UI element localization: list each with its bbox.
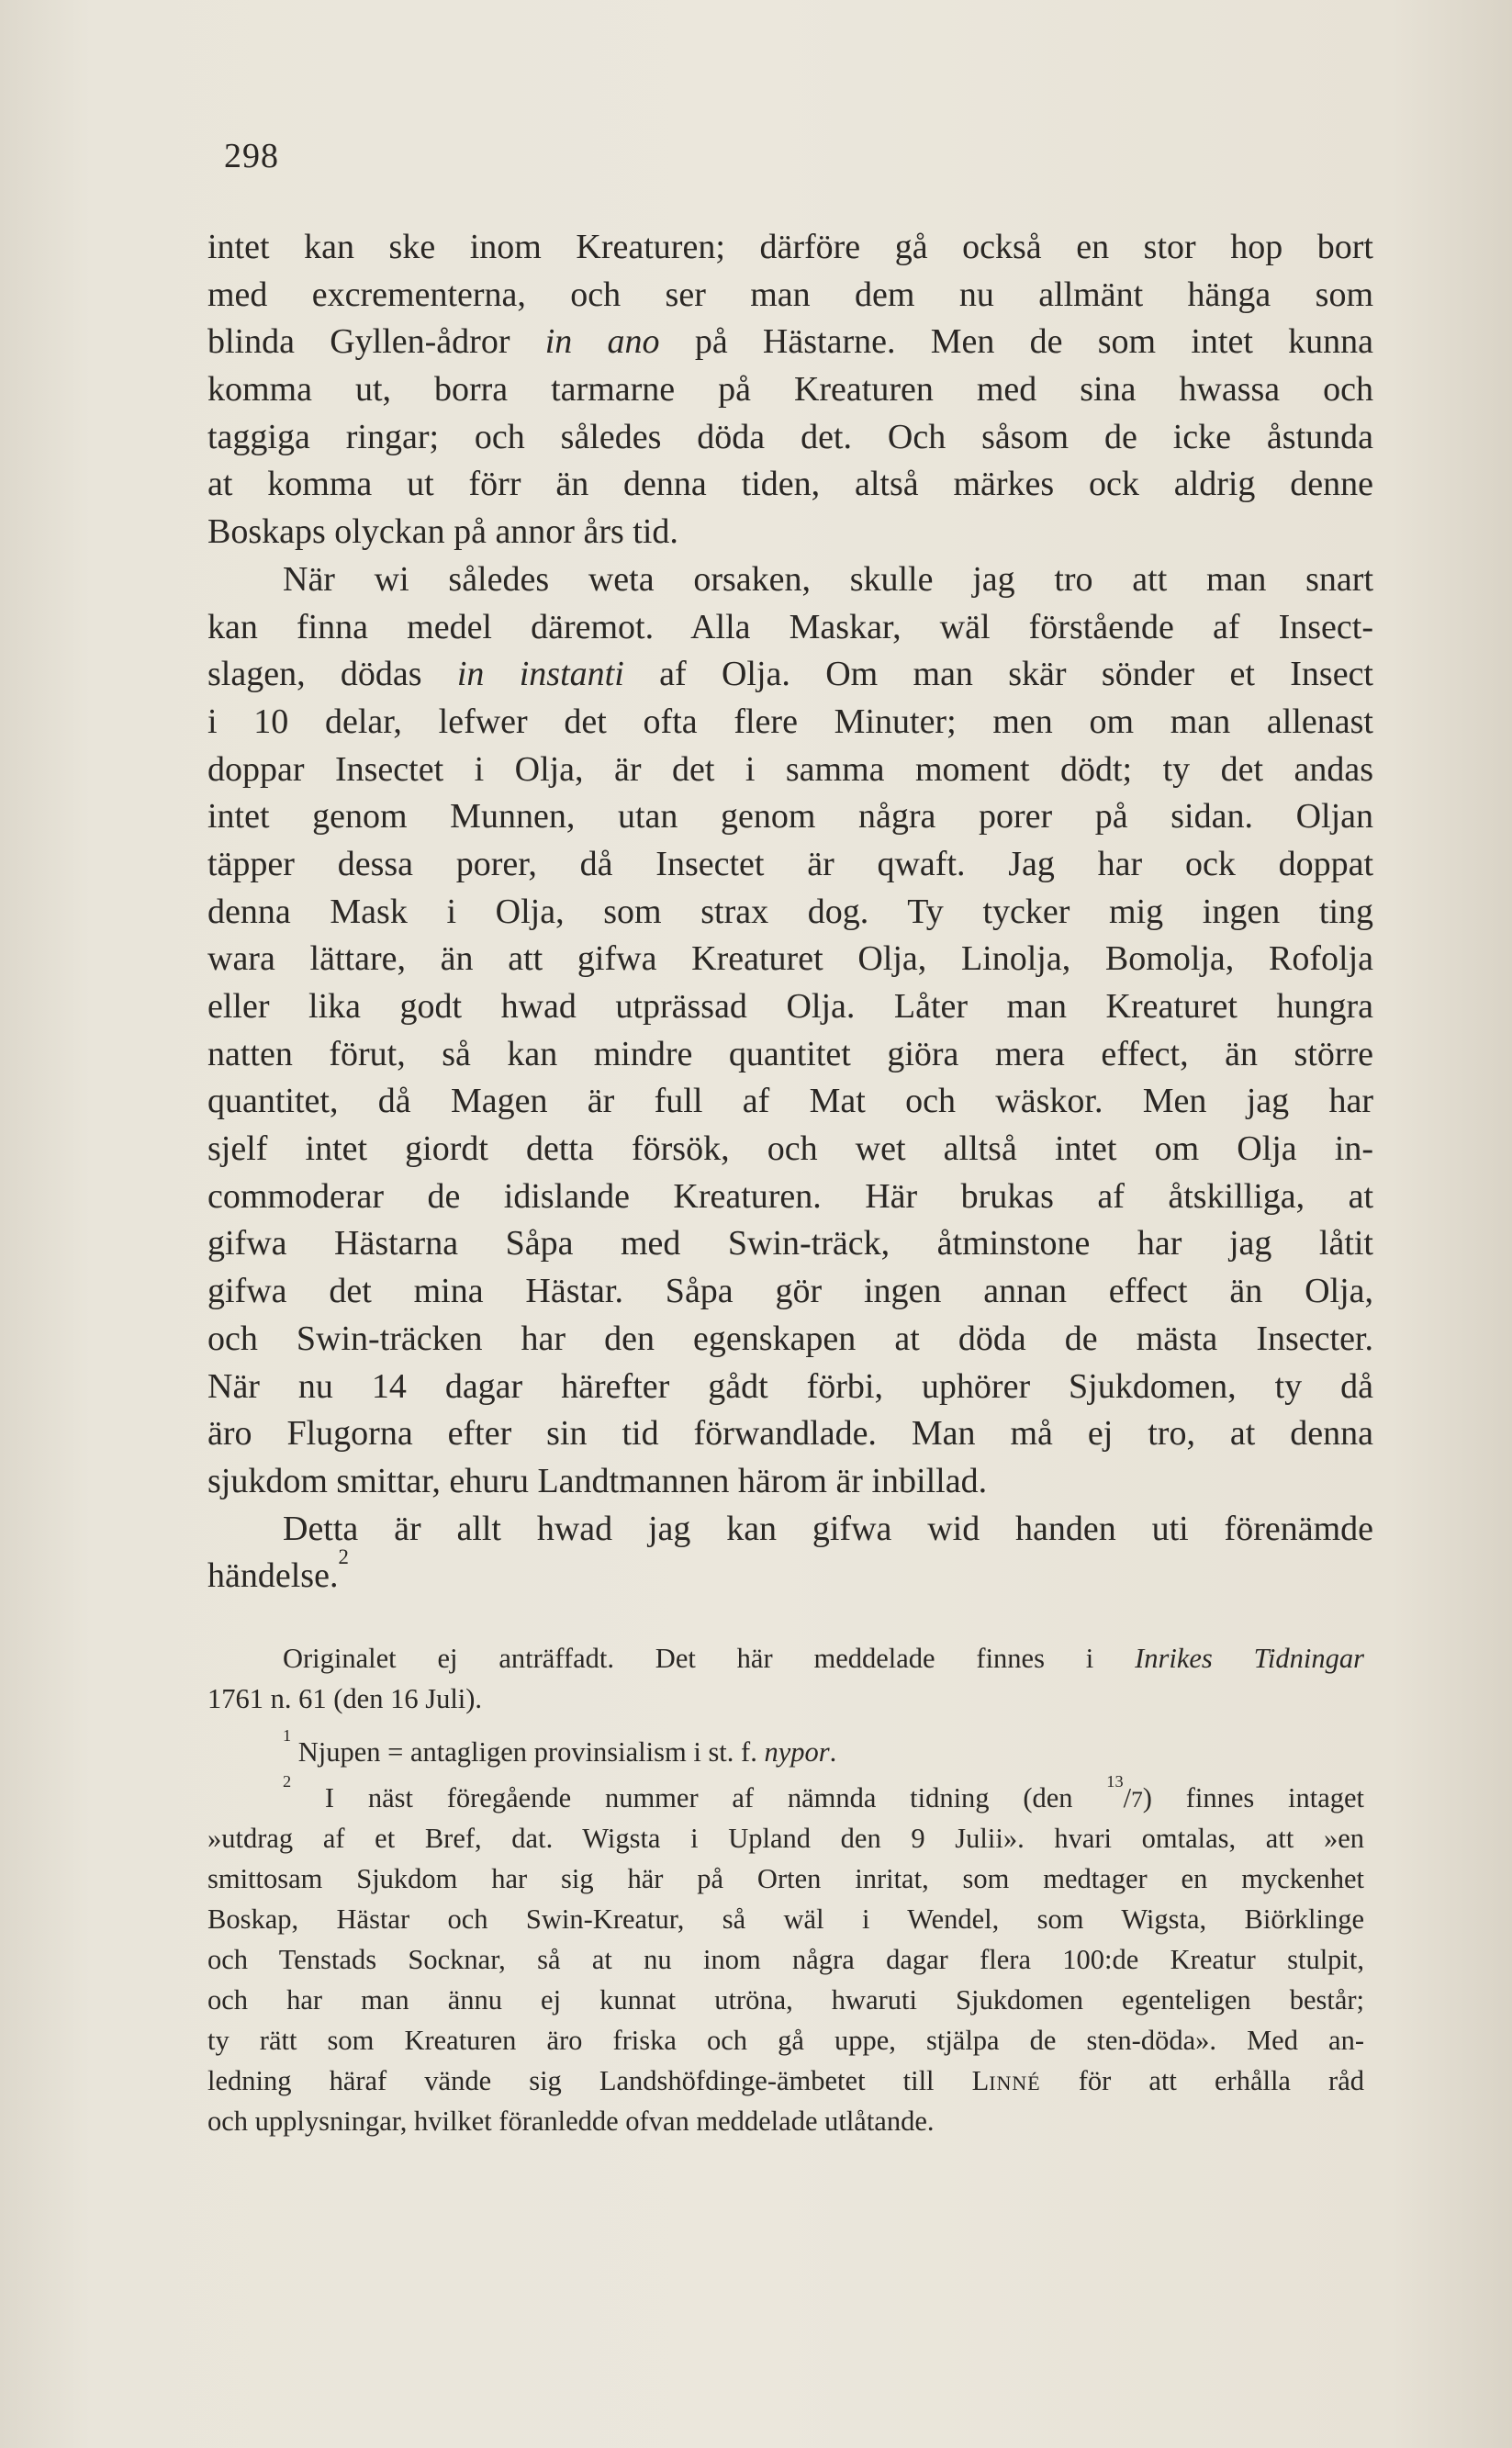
body-line: doppar Insectet i Olja, är det i samma moment dödt; ty det andas — [207, 749, 1373, 789]
body-line: at komma ut förr än denna tiden, altså märkes ock aldrig denne — [207, 465, 1373, 504]
footnote-line: $^2$ I näst föregående nummer af nämnda tidning (den $^{13}$/7) finnes intaget — [283, 1771, 1364, 1814]
body-line: täpper dessa porer, då Insectet är qwaft. Jag har ock doppat — [207, 844, 1373, 883]
body-line: wara lättare, än att gifwa Kreaturet Olja, Linolja, Bomolja, Rofolja — [207, 939, 1373, 979]
footnote-line: och har man ännu ej kunnat utröna, hwaruti Sjukdomen egenteligen består; — [207, 1984, 1364, 2016]
body-line: När nu 14 dagar härefter gådt förbi, uphörer Sjukdomen, ty då — [207, 1366, 1373, 1406]
footnote-line: »utdrag af et Bref, dat. Wigsta i Upland den 9 Julii». hvari omtalas, att »en — [207, 1823, 1364, 1854]
body-line: gifwa det mina Hästar. Såpa gör ingen annan effect än Olja, — [207, 1272, 1373, 1311]
body-line: äro Flugorna efter sin tid förwandlade. Man må ej tro, at denna — [207, 1414, 1373, 1454]
spacer — [207, 1719, 1364, 1732]
body-line: Detta är allt hwad jag kan gifwa wid handen uti förenämde — [283, 1509, 1373, 1548]
body-line: intet genom Munnen, utan genom några porer på sidan. Oljan — [207, 797, 1373, 837]
body-line: När wi således weta orsaken, skulle jag tro att man snart — [283, 559, 1373, 599]
body-line: slagen, dödas in instanti af Olja. Om man skär sönder et Insect — [207, 655, 1373, 694]
body-line: sjelf intet giordt detta försök, och wet alltså intet om Olja in- — [207, 1129, 1373, 1169]
body-line: sjukdom smittar, ehuru Landtmannen härom är inbillad. — [207, 1461, 988, 1500]
footnote-line: 1761 n. 61 (den 16 Juli). — [207, 1683, 483, 1714]
body-line: och Swin-träcken har den egenskapen at döda de mästa Insecter. — [207, 1319, 1373, 1358]
body-line: natten förut, så kan mindre quantitet giöra mera effect, än större — [207, 1034, 1373, 1073]
body-line: händelse.$^2$ — [207, 1544, 349, 1596]
body-line: quantitet, då Magen är full af Mat och wäskor. Men jag har — [207, 1082, 1373, 1121]
footnote-line: smittosam Sjukdom har sig här på Orten inritat, som medtager en myckenhet — [207, 1863, 1364, 1894]
body-line: commoderar de idislande Kreaturen. Här brukas af åtskilliga, at — [207, 1176, 1373, 1216]
body-line: komma ut, borra tarmarne på Kreaturen med sina hwassa och — [207, 370, 1373, 410]
body-line: denna Mask i Olja, som strax dog. Ty tycker mig ingen ting — [207, 892, 1373, 931]
footnote-line: ledning häraf vände sig Landshöfdinge-ämbetet till LINNÉ för att erhålla råd — [207, 2065, 1364, 2096]
body-line: kan finna medel däremot. Alla Maskar, wäl förstående af Insect- — [207, 607, 1373, 646]
body-line: taggiga ringar; och således döda det. Och såsom de icke åstunda — [207, 417, 1373, 456]
footnotes — [207, 1638, 1364, 2141]
body-line: eller lika godt hwad utprässad Olja. Låter man Kreaturet hungra — [207, 987, 1373, 1026]
body-line: i 10 delar, lefwer det ofta flere Minuter; men om man allenast — [207, 702, 1373, 741]
footnote-line: ty rätt som Kreaturen äro friska och gå uppe, stjälpa de sten-döda». Med an- — [207, 2025, 1364, 2056]
body-line: gifwa Hästarna Såpa med Swin-träck, åtminstone har jag låtit — [207, 1224, 1373, 1263]
footnote-line: Originalet ej anträffadt. Det här meddelade finnes i Inrikes Tidningar — [283, 1643, 1364, 1674]
body-line: Boskaps olyckan på annor års tid. — [207, 512, 678, 552]
footnote-line: och upplysningar, hvilket föranledde ofvan meddelade utlåtande. — [207, 2106, 935, 2137]
body-line: intet kan ske inom Kreaturen; därföre gå också en stor hop bort — [207, 228, 1373, 266]
body-text — [207, 224, 1373, 1600]
footnote-line: Boskap, Hästar och Swin-Kreatur, så wäl i Wendel, som Wigsta, Biörklinge — [207, 1903, 1364, 1935]
body-line: blinda Gyllen-ådror in ano på Hästarne. Men de som intet kunna — [207, 322, 1374, 362]
footnote-line: $^1$ Njupen = antagligen provinsialism i st. f. nypor. — [283, 1725, 837, 1768]
footnote-line: och Tenstads Socknar, så at nu inom några dagar flera 100:de Kreatur stulpit, — [207, 1944, 1364, 1975]
page-number: 298 — [224, 137, 279, 175]
body-line: med excrementerna, och ser man dem nu allmänt hänga som — [207, 275, 1373, 314]
